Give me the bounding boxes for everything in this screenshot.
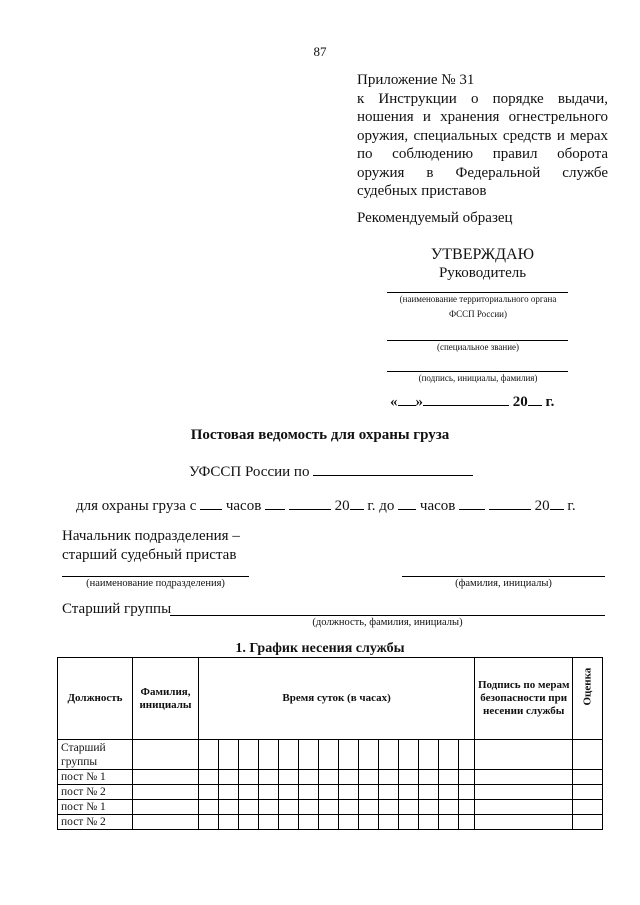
hour-cell[interactable] (199, 770, 219, 785)
date-close-quote: » (415, 394, 423, 410)
hour-cell[interactable] (339, 785, 359, 800)
table-row (58, 800, 603, 815)
signature-line[interactable] (387, 371, 568, 372)
grade-cell[interactable] (573, 740, 603, 770)
hour-cell[interactable] (379, 815, 399, 830)
hour-cell[interactable] (219, 785, 239, 800)
hour-cell[interactable] (419, 785, 439, 800)
hour-cell[interactable] (299, 800, 319, 815)
approval-date (390, 393, 554, 411)
appendix-line: ношения и хранения огнестрельного (357, 109, 608, 125)
table-row (58, 740, 603, 770)
from-year-prefix: 20 (334, 498, 350, 514)
schedule-body (58, 740, 603, 830)
year-prefix: 20 (512, 394, 528, 410)
from-hour-field[interactable] (200, 496, 222, 510)
hour-cell[interactable] (379, 800, 399, 815)
hour-cell[interactable] (459, 785, 475, 800)
hour-cell[interactable] (259, 770, 279, 785)
hour-cell[interactable] (419, 770, 439, 785)
hour-cell[interactable] (259, 815, 279, 830)
header-position: Должность (58, 658, 133, 740)
hour-cell[interactable] (279, 740, 299, 770)
approve-subtitle: Руководитель (438, 265, 527, 281)
hour-cell[interactable] (379, 740, 399, 770)
ufssp-row (189, 462, 473, 481)
signature-caption: (подпись, инициалы, фамилия) (418, 373, 538, 383)
hour-cell[interactable] (279, 815, 299, 830)
header-signature: Подпись по мерам безопасности при несении службы (475, 658, 573, 740)
hour-cell[interactable] (239, 740, 259, 770)
hour-cell[interactable] (199, 785, 219, 800)
day-field[interactable] (398, 393, 416, 406)
grade-cell[interactable] (573, 815, 603, 830)
org-name-line[interactable] (387, 292, 568, 293)
chief-line-1: Начальник подразделения – (62, 528, 240, 544)
hour-cell[interactable] (299, 770, 319, 785)
year-field[interactable] (528, 393, 542, 406)
name-cell[interactable] (133, 815, 199, 830)
signature-cell[interactable] (475, 785, 573, 800)
from-month-field[interactable] (289, 496, 331, 510)
unit-caption: (наименование подразделения) (86, 578, 225, 589)
hour-cell[interactable] (279, 800, 299, 815)
name-cell[interactable] (133, 740, 199, 770)
name-cell[interactable] (133, 785, 199, 800)
hour-cell[interactable] (359, 800, 379, 815)
hour-cell[interactable] (419, 815, 439, 830)
hour-cell[interactable] (299, 815, 319, 830)
ufssp-label: УФССП России по (189, 464, 310, 480)
approve-title: УТВЕРЖДАЮ (430, 246, 535, 263)
hour-cell[interactable] (239, 770, 259, 785)
hour-cell[interactable] (439, 800, 459, 815)
row-position: Старший группы (58, 740, 133, 770)
rank-line[interactable] (387, 340, 568, 341)
header-name: Фамилия, инициалы (133, 658, 199, 740)
hour-cell[interactable] (199, 815, 219, 830)
org-name-caption-2: ФССП России) (449, 309, 507, 319)
hour-cell[interactable] (219, 815, 239, 830)
signature-cell[interactable] (475, 815, 573, 830)
chief-name-line[interactable] (402, 576, 605, 577)
hour-cell[interactable] (399, 785, 419, 800)
signature-cell[interactable] (475, 740, 573, 770)
hour-cell[interactable] (359, 785, 379, 800)
rank-caption: (специальное звание) (436, 342, 520, 352)
hour-cell[interactable] (439, 785, 459, 800)
hour-cell[interactable] (399, 800, 419, 815)
hour-cell[interactable] (399, 770, 419, 785)
hour-cell[interactable] (239, 815, 259, 830)
hour-cell[interactable] (419, 800, 439, 815)
grade-cell[interactable] (573, 770, 603, 785)
year-suffix: г. (545, 394, 555, 410)
hour-cell[interactable] (279, 770, 299, 785)
hour-cell[interactable] (219, 740, 239, 770)
period-row (76, 496, 576, 515)
signature-cell[interactable] (475, 800, 573, 815)
hours-label: часов (419, 498, 456, 514)
hour-cell[interactable] (359, 770, 379, 785)
grade-cell[interactable] (573, 785, 603, 800)
row-position: пост № 1 (58, 800, 133, 815)
hour-cell[interactable] (299, 785, 319, 800)
to-year-field[interactable] (550, 496, 564, 510)
hour-cell[interactable] (339, 815, 359, 830)
from-day-field[interactable] (265, 496, 285, 510)
hour-cell[interactable] (359, 740, 379, 770)
appendix-line: по соблюдению правил оборота (357, 146, 608, 162)
hour-cell[interactable] (319, 815, 339, 830)
appendix-line: оружия, специальных средств и мерах (357, 127, 608, 144)
month-field[interactable] (423, 393, 509, 406)
org-name-caption: (наименование территориального органа (399, 294, 557, 304)
from-year-field[interactable] (350, 496, 364, 510)
approval-block (357, 245, 608, 283)
until-label: г. до (367, 498, 395, 514)
hour-cell[interactable] (259, 740, 279, 770)
appendix-line: судебных приставов (357, 183, 487, 199)
hour-cell[interactable] (399, 815, 419, 830)
row-position: пост № 2 (58, 785, 133, 800)
signature-cell[interactable] (475, 770, 573, 785)
to-hour-field[interactable] (398, 496, 416, 510)
appendix-title: Приложение № 31 (357, 72, 475, 88)
hour-cell[interactable] (199, 800, 219, 815)
hour-cell[interactable] (319, 740, 339, 770)
hour-cell[interactable] (219, 800, 239, 815)
table-row (58, 785, 603, 800)
hour-cell[interactable] (399, 740, 419, 770)
hour-cell[interactable] (239, 800, 259, 815)
page-number: 87 (313, 44, 327, 59)
row-position: пост № 1 (58, 770, 133, 785)
hour-cell[interactable] (379, 785, 399, 800)
hour-cell[interactable] (279, 785, 299, 800)
hour-cell[interactable] (339, 770, 359, 785)
chief-block (62, 527, 240, 565)
name-cell[interactable] (133, 800, 199, 815)
hour-cell[interactable] (239, 785, 259, 800)
hour-cell[interactable] (219, 770, 239, 785)
hour-cell[interactable] (359, 815, 379, 830)
hour-cell[interactable] (439, 815, 459, 830)
header-time: Время суток (в часах) (199, 658, 475, 740)
chief-name-caption: (фамилия, инициалы) (455, 578, 552, 589)
end-g-label: г. (567, 498, 576, 514)
to-day-field[interactable] (459, 496, 485, 510)
hour-cell[interactable] (459, 740, 475, 770)
hour-cell[interactable] (459, 770, 475, 785)
recommended-sample-label: Рекомендуемый образец (357, 210, 513, 226)
hours-label: часов (225, 498, 262, 514)
form-title: Постовая ведомость для охраны груза (190, 427, 450, 443)
name-cell[interactable] (133, 770, 199, 785)
hour-cell[interactable] (319, 770, 339, 785)
unit-line[interactable] (62, 576, 249, 577)
appendix-line: оружия в Федеральной службе (357, 164, 608, 181)
hour-cell[interactable] (439, 740, 459, 770)
hour-cell[interactable] (299, 740, 319, 770)
grade-cell[interactable] (573, 800, 603, 815)
senior-line[interactable] (170, 615, 605, 616)
appendix-line: к Инструкции о порядке выдачи, (357, 90, 608, 107)
to-month-field[interactable] (489, 496, 531, 510)
hour-cell[interactable] (339, 800, 359, 815)
table-row (58, 770, 603, 785)
header-grade-label: Оценка (581, 667, 594, 706)
appendix-block (357, 71, 608, 201)
table-row (58, 815, 603, 830)
hour-cell[interactable] (459, 815, 475, 830)
period-prefix: для охраны груза с (76, 498, 197, 514)
chief-line-2: старший судебный пристав (62, 547, 237, 563)
hour-cell[interactable] (459, 800, 475, 815)
hour-cell[interactable] (419, 740, 439, 770)
hour-cell[interactable] (319, 785, 339, 800)
hour-cell[interactable] (259, 800, 279, 815)
hour-cell[interactable] (439, 770, 459, 785)
to-year-prefix: 20 (534, 498, 550, 514)
ufssp-field[interactable] (313, 462, 473, 476)
hour-cell[interactable] (379, 770, 399, 785)
schedule-title: 1. График несения службы (235, 641, 405, 656)
row-position: пост № 2 (58, 815, 133, 830)
senior-caption: (должность, фамилия, инициалы) (312, 617, 463, 628)
hour-cell[interactable] (319, 800, 339, 815)
date-open-quote: « (390, 394, 398, 410)
schedule-table (57, 657, 603, 830)
senior-label: Старший группы (62, 601, 172, 617)
header-grade (573, 658, 603, 740)
header-row (58, 658, 603, 740)
hour-cell[interactable] (199, 740, 219, 770)
hour-cell[interactable] (259, 785, 279, 800)
hour-cell[interactable] (339, 740, 359, 770)
